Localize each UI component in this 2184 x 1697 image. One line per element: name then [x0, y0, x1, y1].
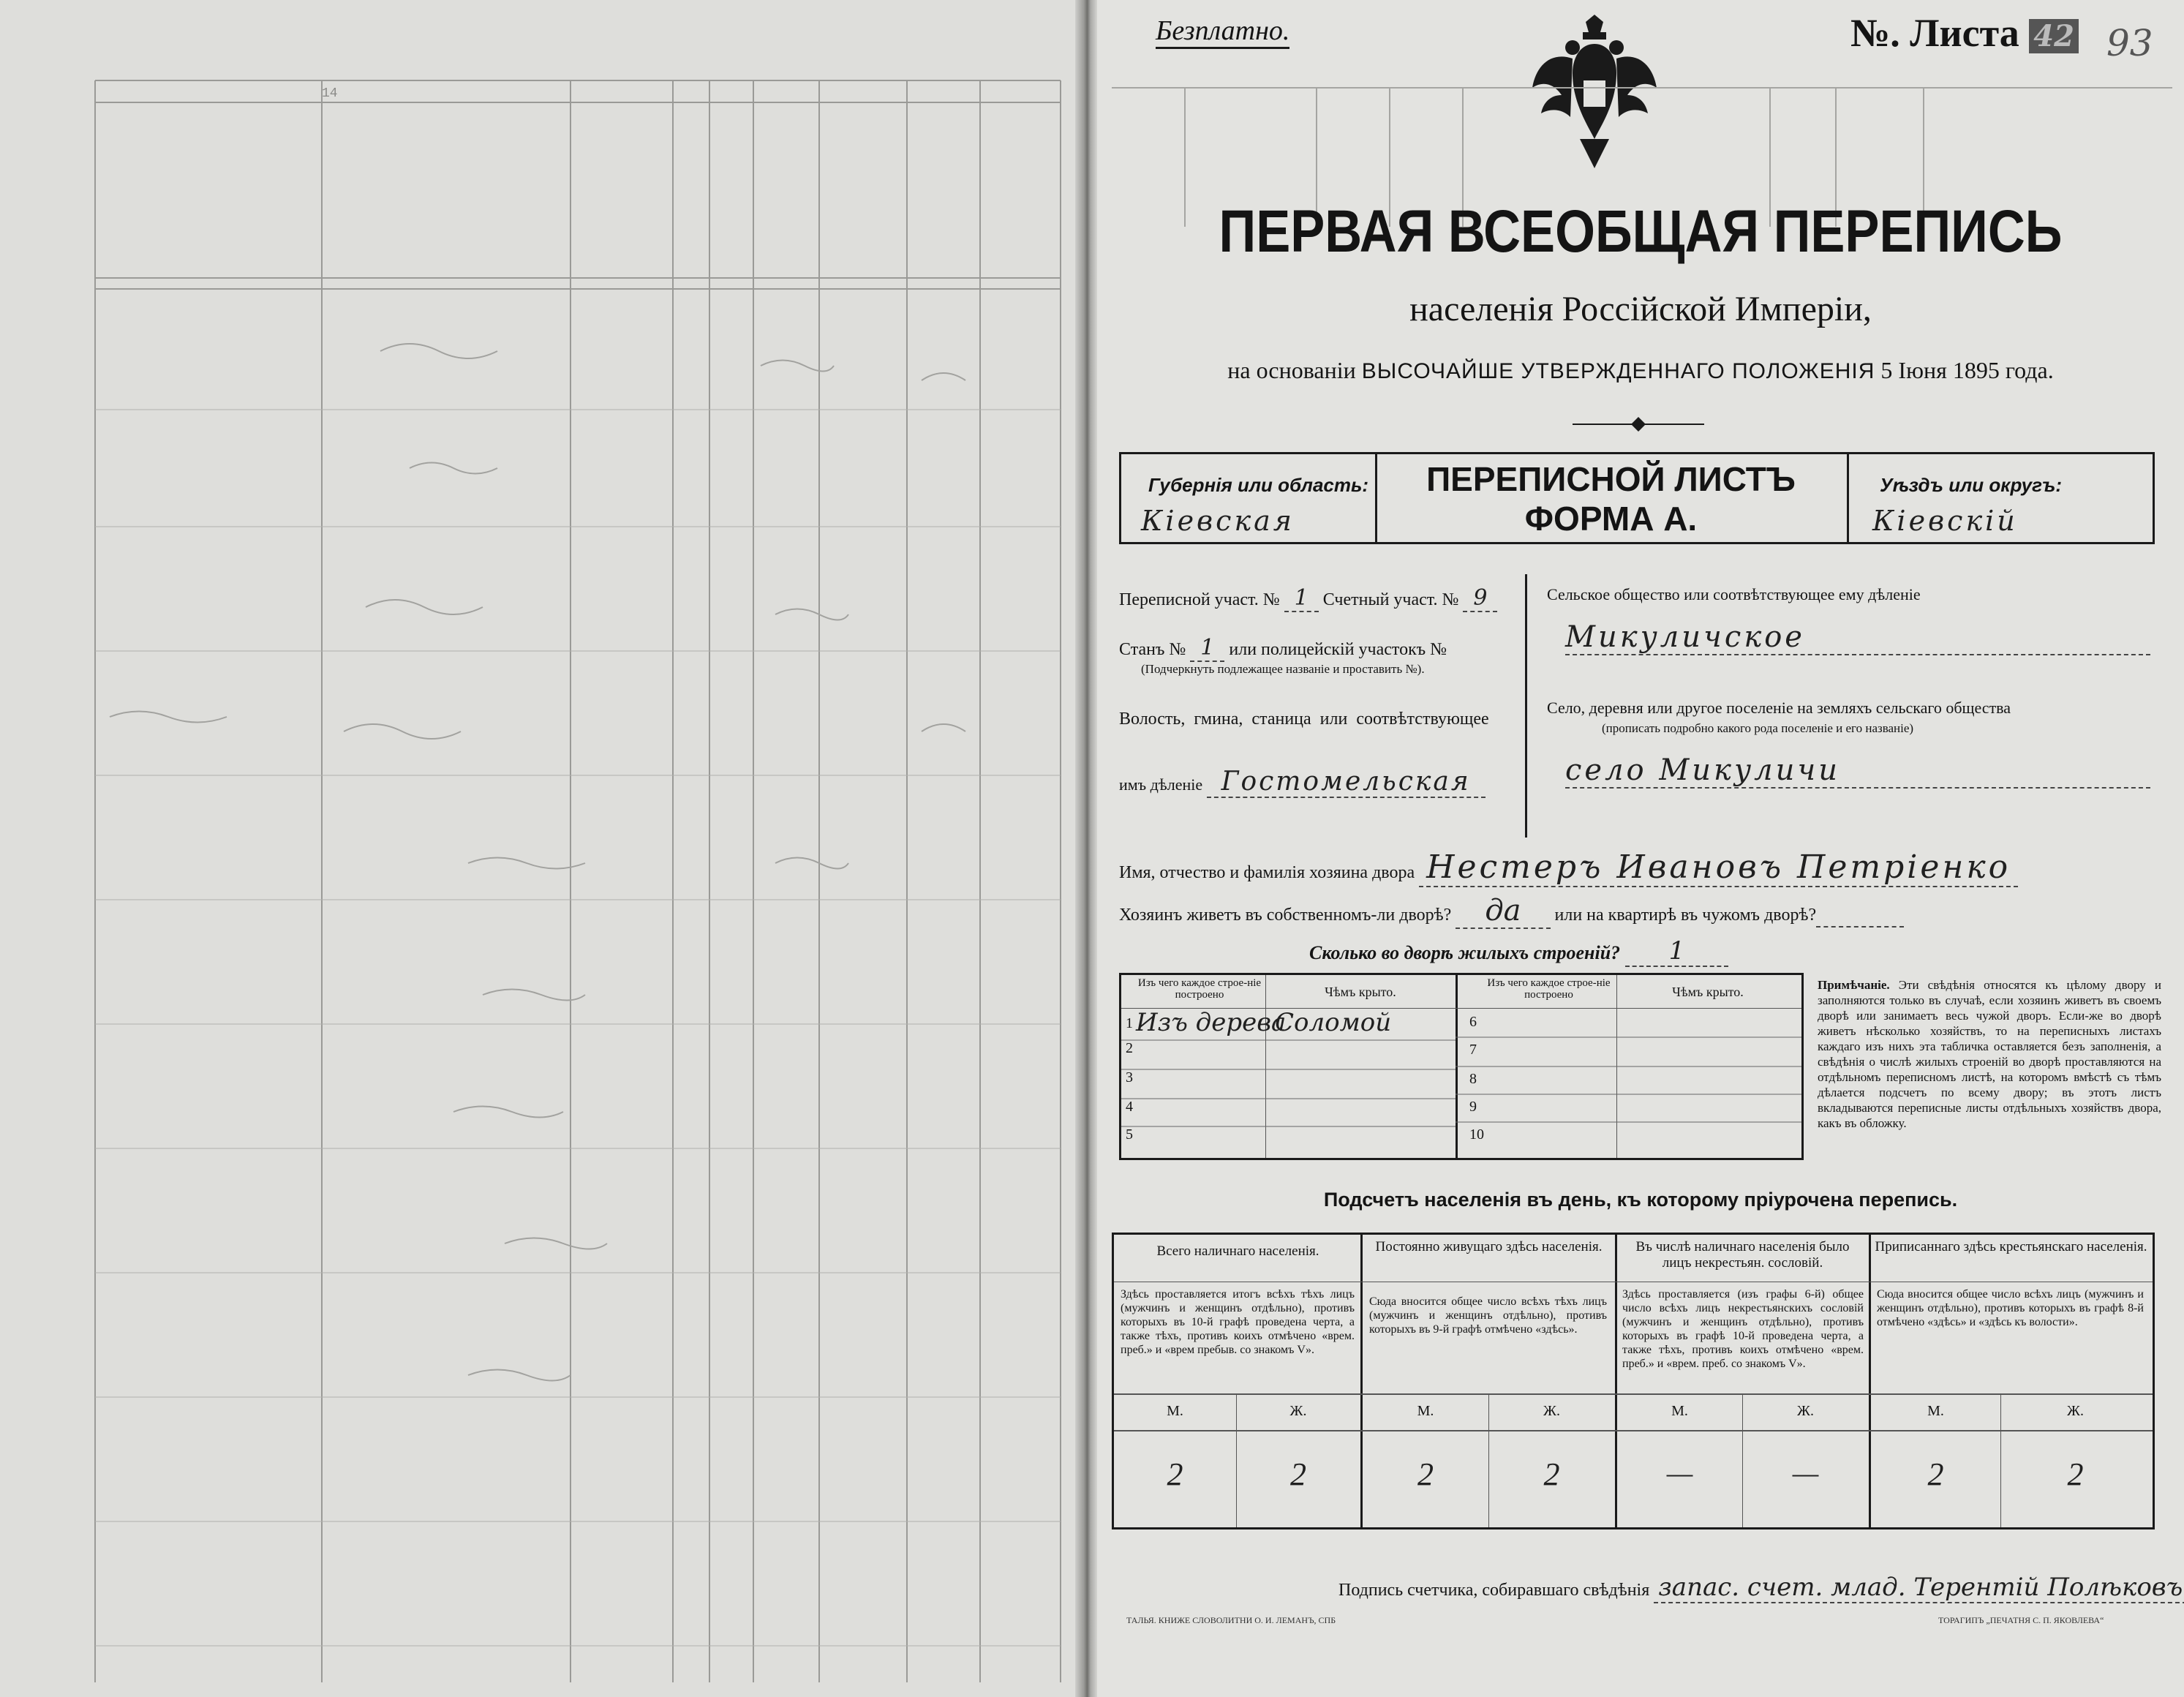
buildings-value: 1 — [1625, 936, 1729, 967]
rural-society-value: Микуличское — [1565, 620, 2150, 655]
count-male-value: 2 — [1417, 1456, 1434, 1492]
province-value: Кіевская — [1141, 505, 1295, 537]
form-title: ПЕРВАЯ ВСЕОБЩАЯ ПЕРЕПИСЬ — [1219, 198, 2063, 265]
village-note: (прописать подробно какого рода поселеніе и его названіе) — [1602, 721, 1914, 735]
volost-value: Гостомельская — [1207, 767, 1486, 798]
signature-label: Подпись счетчика, собиравшаго свѣдѣнія — [1338, 1581, 1650, 1600]
rural-society-label: Сельское общество или соотвѣтствующее ему дѣленіе — [1547, 585, 1921, 603]
count-header: Приписаннаго здѣсь крестьянскаго населенія. — [1875, 1239, 2147, 1254]
count-female-value: 2 — [1543, 1456, 1560, 1492]
volost-label: Волость, гмина, станица или соотвѣтствующее — [1119, 710, 1489, 729]
count-desc: Сюда вносится общее число всѣхъ лицъ (мужчинъ и женщинъ отдѣльно), противъ которыхъ въ графѣ 8-й отмѣчено «здѣсь» и «здѣсь къ волости». — [1877, 1288, 2144, 1328]
count-desc: Здѣсь проставляется итогъ всѣхъ тѣхъ лицъ (мужчинъ и женщинъ отдѣльно), противъ которыхъ въ 10-й графѣ проведена черта, а также тѣхъ, противъ коихъ отмѣчено «врем. преб.» и «врем пребыв. со знакомъ V». — [1121, 1288, 1355, 1356]
census-sector-value: 1 — [1284, 585, 1319, 612]
buildings-col-roof-right: Чѣмъ крыто. — [1672, 985, 1744, 999]
province-label: Губернія или область: — [1148, 474, 1369, 496]
count-female-label: Ж. — [1797, 1403, 1814, 1419]
footer-right: ТОРАГИПЪ „ПЕЧАТНЯ С. П. ЯКОВЛЕВА“ — [1938, 1615, 2104, 1625]
footer-left: ТАЛЬЯ. КНИЖЕ СЛОВОЛИТНИ О. И. ЛЕМАНЪ, СПБ — [1126, 1615, 1336, 1625]
count-header: Всего наличнаго населенія. — [1156, 1243, 1319, 1259]
sheet-type-title: ПЕРЕПИСНОЙ ЛИСТЪ — [1426, 460, 1796, 498]
archive-page-number: 93 — [2106, 22, 2153, 64]
owner-label: Имя, отчество и фамилія хозяина двора — [1119, 863, 1415, 882]
count-male-label: М. — [1927, 1403, 1944, 1419]
count-header: Постоянно живущаго здѣсь населенія. — [1375, 1239, 1603, 1254]
village-label: Село, деревня или другое поселеніе на земляхъ сельскаго общества — [1547, 699, 2011, 717]
census-sector-row — [1119, 585, 1497, 611]
row-number: 8 — [1469, 1071, 1477, 1087]
signature-row — [1338, 1573, 2184, 1602]
buildings-row-lines — [1119, 973, 1804, 1160]
buildings-row — [1309, 936, 1728, 966]
free-label: Безплатно. — [1156, 15, 1289, 49]
residence-row — [1119, 894, 1904, 927]
volost-label-2: имъ дѣленіе — [1119, 775, 1203, 794]
count-desc-line — [1114, 1393, 2153, 1395]
left-page-grid — [0, 0, 1075, 1697]
own-yard-value: да — [1456, 894, 1550, 929]
district-label: Уѣздъ или округъ: — [1880, 474, 2063, 496]
buildings-col-material-left: Изъ чего каждое строе-ніе построено — [1137, 977, 1262, 1001]
row-number: 2 — [1126, 1040, 1133, 1056]
count-female-label: Ж. — [1543, 1403, 1560, 1419]
sheet-type-form: ФОРМА А. — [1524, 500, 1698, 538]
count-header: Въ числѣ наличнаго населенія было лицъ некрестьян. сословій. — [1635, 1239, 1850, 1271]
note-block — [1818, 977, 2161, 1131]
row-number: 6 — [1469, 1014, 1477, 1030]
count-female-label: Ж. — [1289, 1403, 1307, 1419]
count-male-value: — — [1666, 1456, 1693, 1489]
count-title: Подсчетъ населенія въ день, къ которому пріурочена перепись. — [1323, 1189, 1958, 1211]
field-block-divider — [1525, 574, 1527, 838]
basis-caps: ВЫСОЧАЙШЕ УТВЕРЖДЕННАГО ПОЛОЖЕНІЯ — [1361, 359, 1875, 383]
form-subtitle: населенія Россійской Имперіи, — [1409, 290, 1872, 328]
count-female-value: 2 — [1290, 1456, 1306, 1492]
signature-value: запас. счет. млад. Терентій Полѣковъ — [1654, 1573, 2184, 1603]
note-title: Примѣчаніе. — [1818, 978, 1890, 992]
basis-prefix: на основаніи — [1227, 357, 1356, 383]
rented-label: или на квартирѣ въ чужомъ дворѣ? — [1554, 906, 1817, 925]
sheet-number-value: 42 — [2029, 19, 2079, 53]
buildings-label: Сколько во дворѣ жилыхъ строеній? — [1309, 942, 1621, 963]
rented-value — [1816, 900, 1904, 927]
basis-date: 5 Іюня 1895 года. — [1880, 357, 2054, 383]
stan-value: 1 — [1190, 635, 1224, 662]
count-sex-line — [1114, 1430, 2153, 1431]
count-sector-value: 9 — [1463, 585, 1497, 612]
sheet-label: №. Листа — [1850, 11, 2019, 55]
police-label: или полицейскій участокъ № — [1229, 640, 1447, 659]
row-roof: Соломой — [1275, 1008, 1392, 1037]
row-number: 9 — [1469, 1099, 1477, 1115]
count-female-value: 2 — [2067, 1456, 2084, 1492]
row-number: 3 — [1126, 1069, 1133, 1085]
count-female-label: Ж. — [2067, 1403, 2084, 1419]
district-value: Кіевскій — [1872, 505, 2018, 537]
owner-value: Нестеръ Ивановъ Петріенко — [1419, 848, 2018, 887]
row-number: 1 — [1126, 1015, 1133, 1031]
volost-row — [1119, 767, 1486, 797]
count-male-value: 2 — [1167, 1456, 1183, 1492]
count-female-value: — — [1792, 1456, 1819, 1489]
row-number: 5 — [1126, 1126, 1133, 1143]
row-number: 7 — [1469, 1042, 1477, 1058]
stan-row — [1119, 635, 1447, 661]
form-header-divider-2 — [1847, 452, 1849, 544]
left-page-col-number: 14 — [322, 86, 338, 101]
sheet-number-label — [1850, 10, 2079, 56]
ornament-divider — [1565, 413, 1712, 435]
count-male-label: М. — [1167, 1403, 1183, 1419]
left-page — [0, 0, 1075, 1697]
stan-label: Станъ № — [1119, 640, 1186, 659]
census-sector-label: Переписной участ. № — [1119, 590, 1280, 609]
count-male-label: М. — [1671, 1403, 1688, 1419]
form-basis-line — [1097, 357, 2184, 384]
village-value: село Микуличи — [1565, 753, 2150, 789]
census-form-page — [1097, 0, 2184, 1697]
count-male-label: М. — [1417, 1403, 1434, 1419]
note-text: Эти свѣдѣнія относятся къ цѣлому двору и заполняются только въ случаѣ, если хозяинъ живетъ въ своемъ дворѣ или занимаетъ весь чужой дворъ. Если-же во дворѣ живетъ нѣсколько хозяйствъ, то на переписныхъ листахъ каждаго изъ нихъ эта табличка оставляется безъ заполненія, а свѣдѣнія о числѣ жилыхъ строеній во дворѣ проставляются на отдѣльномъ переписномъ листѣ, на которомъ вмѣстѣ съ тѣмъ дѣлается подсчетъ по всему двору; въ этотъ листъ вкладываются переписные листы отдѣльныхъ хозяйствъ двора, какъ въ обложку. — [1818, 978, 2161, 1130]
count-sector-label: Счетный участ. № — [1322, 590, 1459, 609]
row-material: Изъ дерева — [1136, 1008, 1287, 1037]
book-gutter — [1075, 0, 1097, 1697]
buildings-col-roof-left: Чѣмъ крыто. — [1325, 985, 1396, 999]
row-number: 10 — [1469, 1126, 1484, 1143]
count-male-value: 2 — [1927, 1456, 1944, 1492]
count-desc: Здѣсь проставляется (изъ графы 6-й) общее число всѣхъ лицъ некрестьянскихъ сословій (мужчинъ и женщинъ отдѣльно), противъ которыхъ въ графѣ 10-й проведена черта, а также тѣхъ, противъ коихъ отмѣчено «врем. преб.» и «врем. преб. со знакомъ V». — [1622, 1288, 1864, 1370]
stan-note: (Подчеркнуть подлежащее названіе и проставить №). — [1141, 662, 1425, 676]
row-number: 4 — [1126, 1099, 1133, 1115]
buildings-col-material-right: Изъ чего каждое строе-ніе построено — [1487, 977, 1611, 1001]
count-desc: Сюда вносится общее число всѣхъ тѣхъ лицъ (мужчинъ и женщинъ отдѣльно), противъ которыхъ въ 9-й графѣ отмѣчено «здѣсь». — [1369, 1295, 1607, 1336]
owner-row — [1119, 848, 2018, 886]
own-yard-label: Хозяинъ живетъ въ собственномъ-ли дворѣ? — [1119, 906, 1452, 925]
